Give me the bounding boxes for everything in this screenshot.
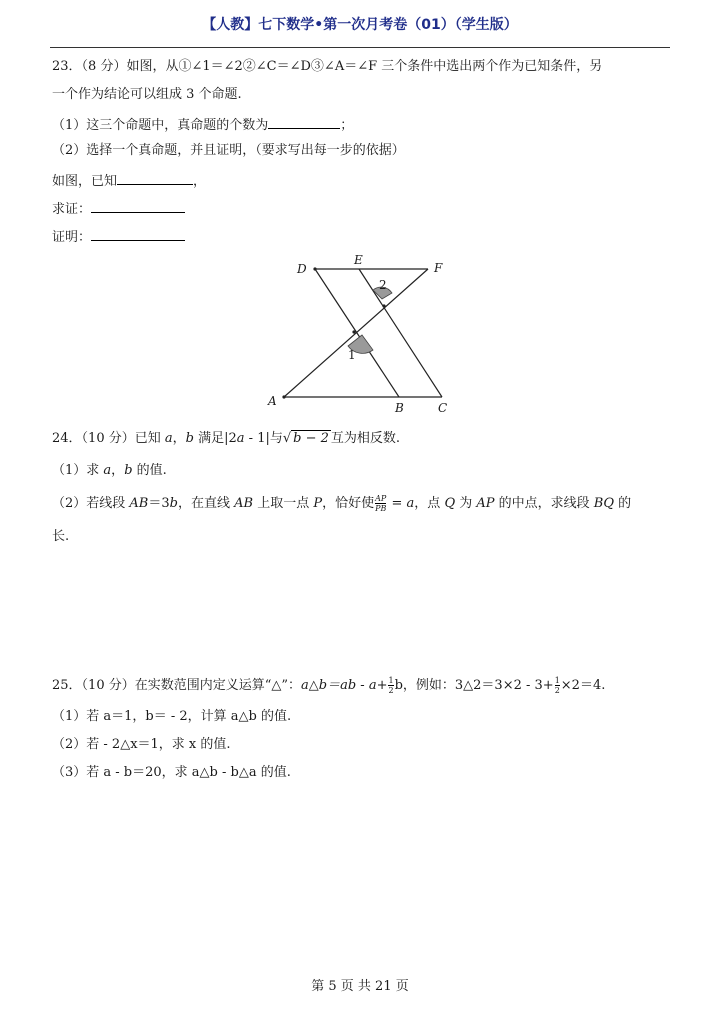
- given-end: ，: [193, 174, 207, 189]
- q23-line2: 一个作为结论可以组成 3 个命题.: [52, 87, 242, 102]
- var-b: b: [185, 431, 194, 446]
- label-angle-1: 1: [348, 348, 356, 362]
- point-D-dot: [313, 267, 316, 270]
- comma: ，: [111, 463, 125, 478]
- q23-prove: [52, 198, 185, 219]
- q25-part2: （2）若 - 2△x＝1，求 x 的值.: [52, 737, 231, 752]
- label-angle-2: 2: [379, 278, 387, 292]
- q24-intro: 24．（10 分）已知: [52, 431, 165, 446]
- q24-part1-end: 的值.: [132, 463, 167, 478]
- var-AP: AP: [476, 496, 495, 511]
- text: 的: [614, 496, 632, 511]
- given-label: 如图，已知: [52, 174, 118, 189]
- q25-example: b，例如：3△2＝3×2 - 3+: [394, 678, 554, 693]
- q24-part1-start: （1）求: [52, 463, 104, 478]
- intersection-dot: [382, 304, 385, 307]
- var-a: a: [236, 431, 245, 446]
- q23-proof: [52, 226, 185, 247]
- fraction-denominator: PB: [375, 504, 387, 513]
- label-D: D: [297, 262, 307, 276]
- var-a: a: [406, 496, 415, 511]
- q25-line1: [52, 676, 605, 695]
- var-Q: Q: [444, 496, 456, 511]
- intersection-dot: [352, 330, 355, 333]
- var-AB: AB: [234, 496, 254, 511]
- q23-given: [52, 170, 206, 191]
- given-blank[interactable]: [117, 170, 193, 185]
- q24-part2: [52, 494, 631, 513]
- q24-part2-cont: 长.: [52, 529, 70, 544]
- text: （2）若线段: [52, 496, 130, 511]
- label-B: B: [395, 401, 404, 415]
- fraction-denominator: 2: [388, 686, 394, 695]
- sqrt-expression: b − 2: [293, 431, 329, 446]
- page-header: 【人教】七下数学•第一次月考卷（01）（学生版）: [202, 17, 518, 33]
- page-footer: 第 5 页 共 21 页: [311, 979, 409, 994]
- text: ＝3: [148, 496, 170, 511]
- fraction-numerator: 1: [388, 676, 394, 685]
- geometry-figure: [264, 252, 464, 418]
- q23-part2: （2）选择一个真命题，并且证明，（要求写出每一步的依据）: [52, 143, 405, 158]
- q24-abs-start: 满足|2: [193, 431, 237, 446]
- var-a: a: [103, 463, 112, 478]
- header-divider: [50, 47, 670, 48]
- text: 的中点，求线段: [494, 496, 594, 511]
- prove-label: 求证：: [52, 202, 92, 217]
- fraction-denominator: 2: [554, 686, 560, 695]
- q25-example-end: ×2＝4.: [560, 678, 606, 693]
- var-b: b: [169, 496, 178, 511]
- fraction-AP-PB: [375, 494, 386, 513]
- q24-line1: [52, 430, 400, 448]
- fraction-numerator: 1: [554, 676, 560, 685]
- var-P: P: [313, 496, 323, 511]
- proof-label: 证明：: [52, 230, 92, 245]
- q23-part1: [52, 114, 353, 135]
- q24-part1: [52, 462, 167, 480]
- q25-intro: 25．（10 分）在实数范围内定义运算“△”：: [52, 678, 302, 693]
- fraction-half: [555, 676, 560, 695]
- sqrt-sign: √: [282, 431, 292, 446]
- point-A-dot: [282, 395, 285, 398]
- label-A: A: [268, 394, 277, 408]
- fraction-half: [388, 676, 393, 695]
- var-b: b: [124, 463, 133, 478]
- comma: ，: [172, 431, 186, 446]
- q23-line1: 23．（8 分）如图，从①∠1＝∠2②∠C＝∠D③∠A＝∠F 三个条件中选出两个作为已知条件，另: [52, 59, 603, 74]
- answer-blank[interactable]: [268, 114, 340, 129]
- q24-abs-end: - 1|与: [244, 431, 283, 446]
- q24-end: 互为相反数.: [330, 431, 401, 446]
- q25-part3: （3）若 a - b＝20，求 a△b - b△a 的值.: [52, 765, 291, 780]
- q23-part1-text: （1）这三个命题中，真命题的个数为: [52, 118, 269, 133]
- text: 上取一点: [253, 496, 314, 511]
- text: =: [387, 496, 407, 511]
- q25-part1: （1）若 a＝1，b＝ - 2，计算 a△b 的值.: [52, 709, 292, 724]
- line-EC: [359, 269, 442, 397]
- var-AB: AB: [129, 496, 149, 511]
- var-BQ: BQ: [593, 496, 614, 511]
- label-E: E: [354, 253, 363, 267]
- label-F: F: [434, 261, 443, 275]
- fraction-numerator: AP: [375, 494, 387, 503]
- line-AF: [284, 269, 428, 397]
- label-C: C: [438, 401, 448, 415]
- var-a: a: [164, 431, 173, 446]
- text: ，点: [414, 496, 445, 511]
- text: ，恰好使: [322, 496, 375, 511]
- proof-blank[interactable]: [91, 226, 185, 241]
- operation-definition: a△b＝ab - a+: [301, 678, 388, 693]
- q23-part1-end: ；: [340, 118, 354, 133]
- text: 为: [455, 496, 477, 511]
- text: ，在直线: [177, 496, 235, 511]
- prove-blank[interactable]: [91, 198, 185, 213]
